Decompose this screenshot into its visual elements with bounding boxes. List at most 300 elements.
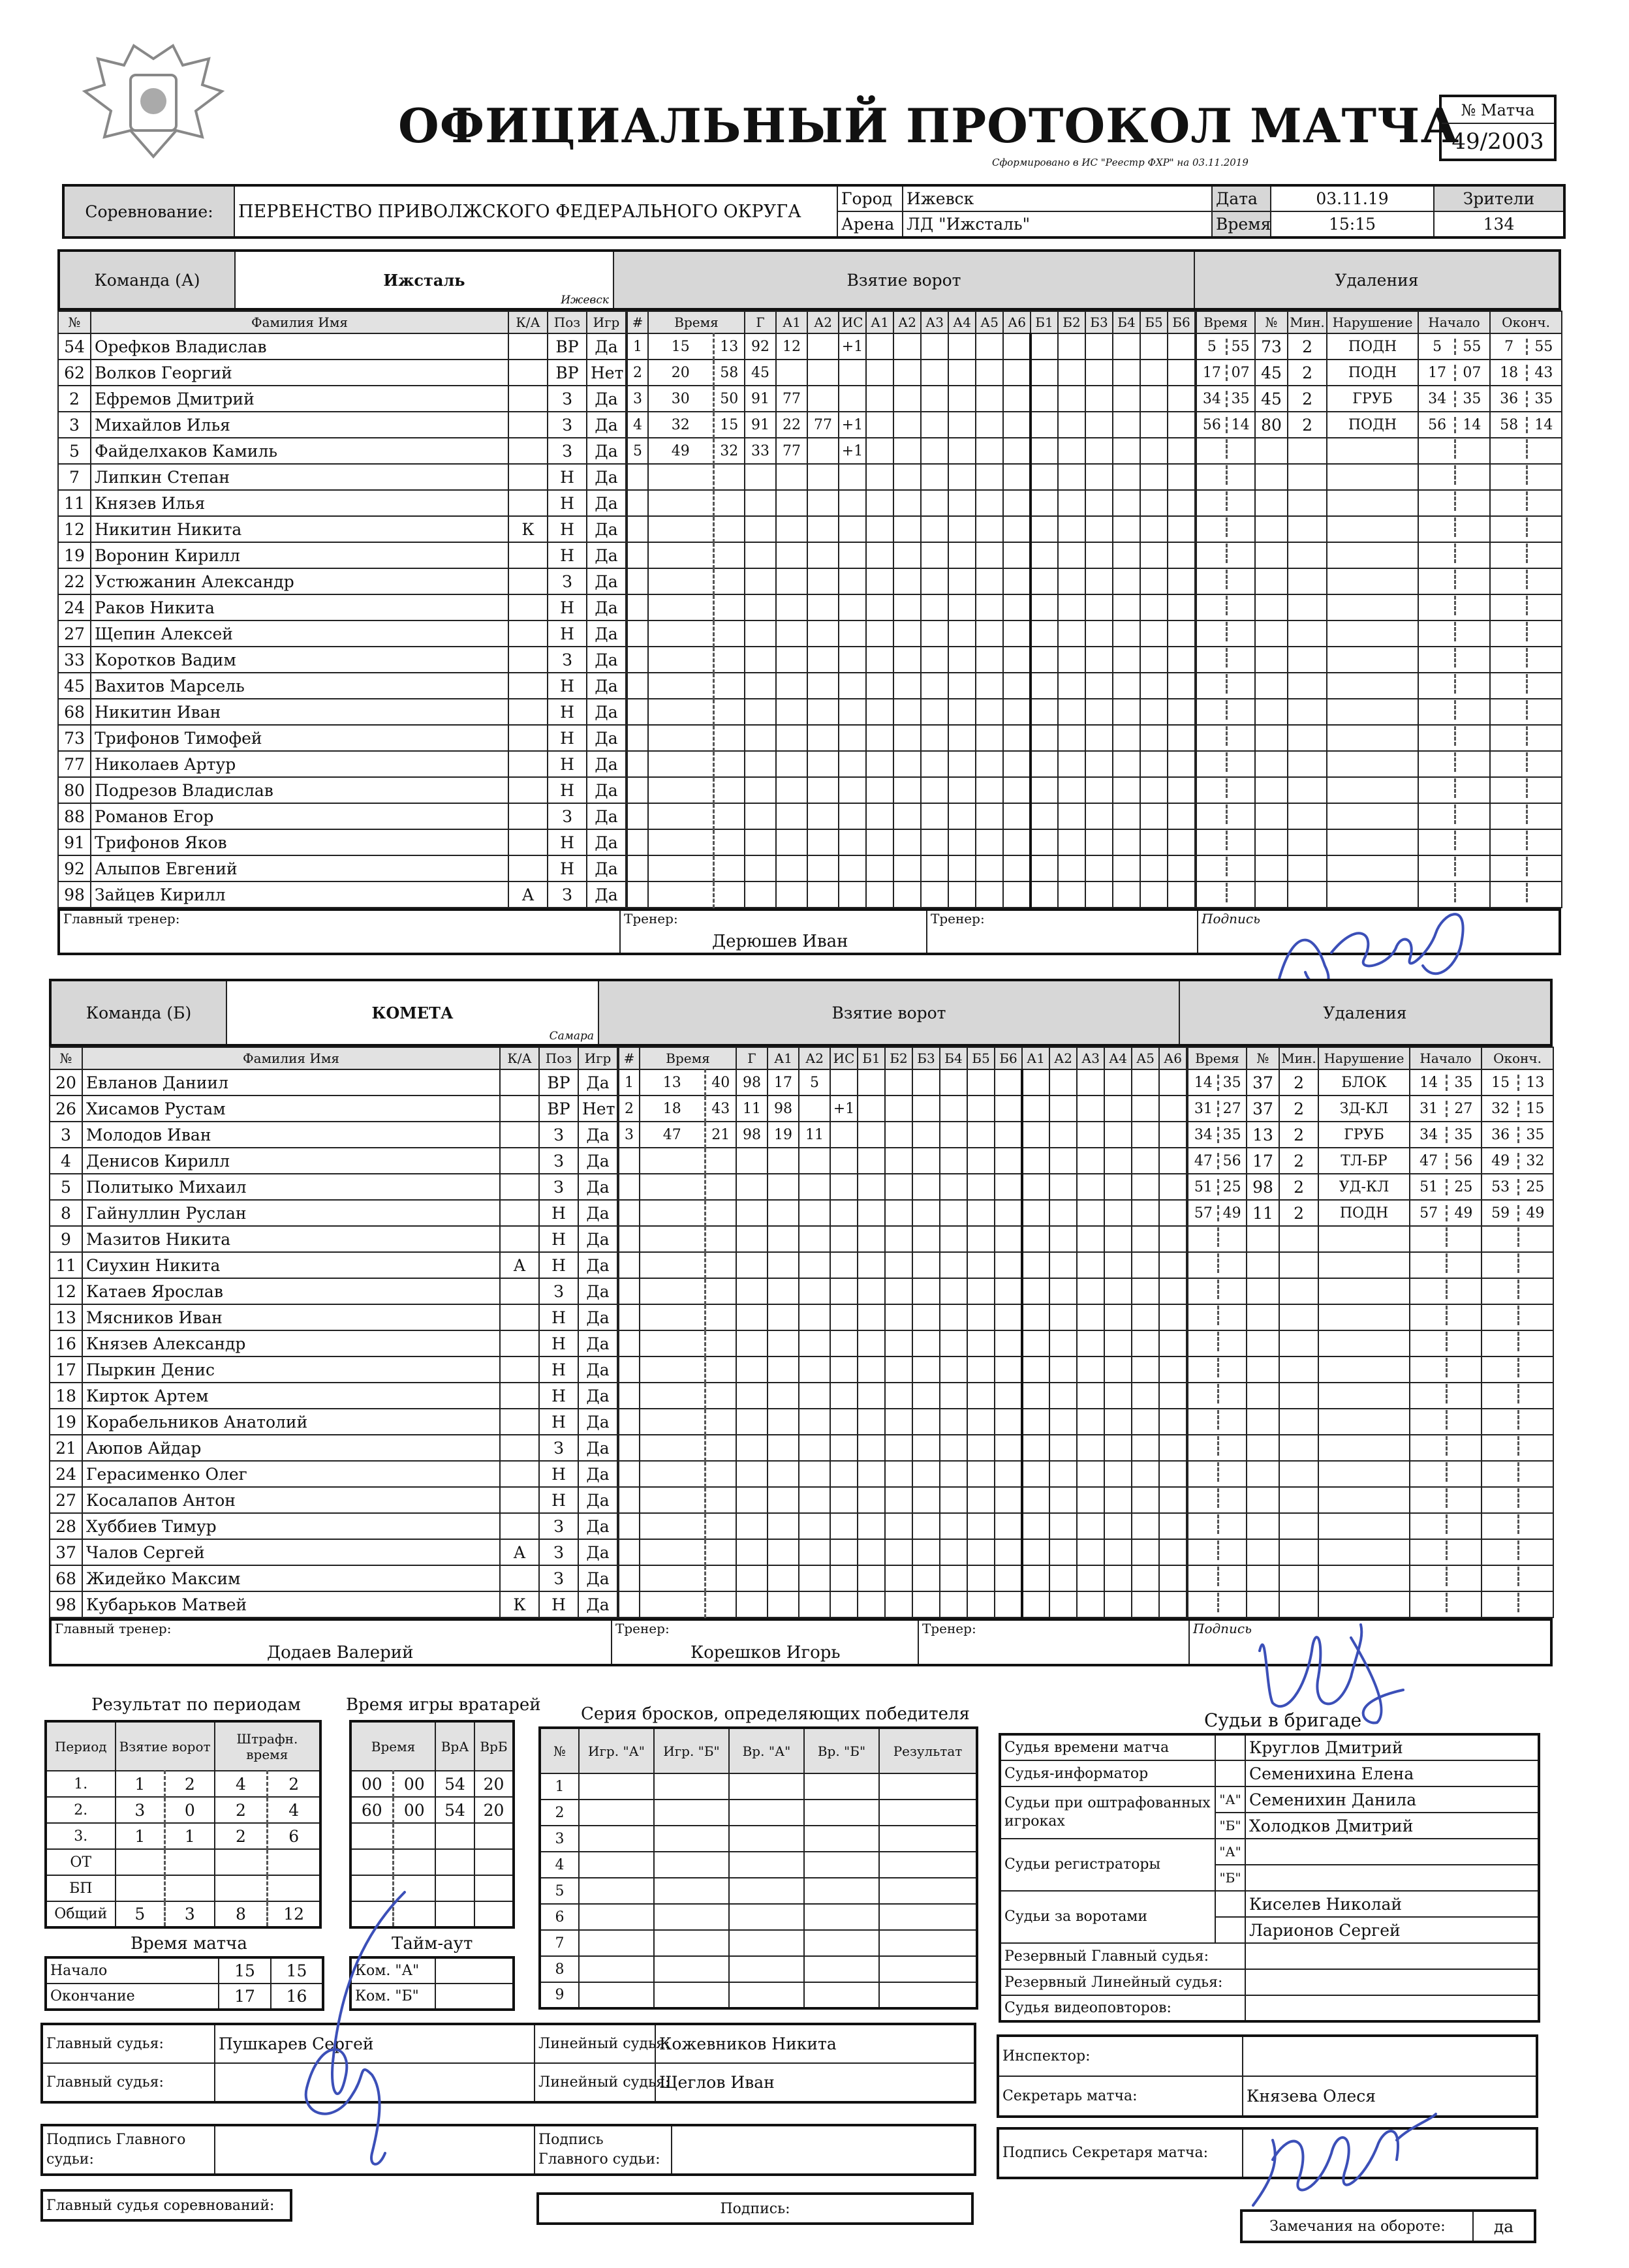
chief-signature: [536, 2192, 974, 2225]
competition-label: Соревнование:: [63, 185, 234, 238]
onice-cell: [1104, 1252, 1132, 1278]
pen-time: [1188, 1252, 1247, 1278]
shootout-table: [538, 1726, 978, 2010]
onice-cell: [866, 516, 893, 542]
onice-cell: [1113, 412, 1140, 438]
goal-cell: [619, 1383, 640, 1409]
player-number: 73: [58, 725, 91, 751]
onice-col: Б4: [940, 1047, 967, 1069]
goal-cell: [830, 1461, 858, 1487]
onice-col: Б1: [1031, 311, 1058, 333]
pen-start-part: 34: [1420, 1126, 1438, 1143]
shootout-cell: [879, 1982, 977, 2008]
chief-signature-label: Подпись:: [538, 2194, 972, 2224]
onice-cell: [995, 1409, 1022, 1435]
pen-time-part: 35: [1226, 391, 1253, 407]
onice-cell: [948, 647, 976, 673]
onice-cell: [1140, 490, 1168, 516]
pen-violation: ПОДН: [1327, 360, 1418, 386]
pen-end: [1490, 438, 1562, 464]
pen-player: 17: [1247, 1148, 1279, 1174]
onice-cell: [1049, 1278, 1077, 1304]
player-name: Князев Илья: [91, 490, 508, 516]
goal-cell: [619, 1409, 640, 1435]
team_a-penalty-row: [1196, 360, 1562, 386]
onice-cell: [1140, 542, 1168, 568]
pen-time: [1196, 516, 1255, 542]
goal-cell: [627, 777, 648, 803]
goal-cell: [648, 699, 713, 725]
team_b-col-ka: К/А: [500, 1047, 539, 1069]
player-position: Н: [539, 1356, 578, 1383]
player-played: Да: [578, 1304, 617, 1330]
player-played: Да: [578, 1487, 617, 1513]
player-role: [508, 699, 548, 725]
pen-violation: [1327, 516, 1418, 542]
pen-start-part: 56: [1446, 1153, 1480, 1169]
pen-violation: ПОДН: [1318, 1200, 1410, 1226]
goal-cell: [627, 490, 648, 516]
period-cell: 3: [165, 1901, 215, 1927]
player-played: Да: [587, 464, 626, 490]
onice-cell: [995, 1200, 1022, 1226]
team_b-penalty-row: [1188, 1513, 1553, 1539]
goal-cell: [619, 1148, 640, 1174]
pen-player: [1255, 647, 1288, 673]
pen-player: 45: [1255, 386, 1288, 412]
team_b-col-pos: Поз: [539, 1047, 578, 1069]
onice-cell: [1113, 360, 1140, 386]
goalie-time-title: Время игры вратарей: [346, 1695, 541, 1715]
pen-time: [1188, 1539, 1247, 1565]
goal-cell: 13: [640, 1069, 705, 1096]
onice-cell: [1022, 1148, 1049, 1174]
pen-violation: [1318, 1461, 1410, 1487]
official-row: [1000, 1995, 1539, 2021]
goal-cell: [640, 1513, 705, 1539]
official-row: [1000, 1760, 1539, 1786]
player-played: Да: [578, 1252, 617, 1278]
onice-cell: [1031, 386, 1058, 412]
onice-cell: [995, 1252, 1022, 1278]
period-cell: 1: [116, 1823, 165, 1849]
team_a-goal-row: [627, 777, 1195, 803]
goal-cell: [839, 464, 866, 490]
onice-cell: [885, 1409, 912, 1435]
goalie-cell: 20: [474, 1771, 514, 1797]
goal-cell: [713, 594, 745, 621]
spectators: 134: [1434, 211, 1564, 238]
team_b-goal-row: [619, 1435, 1187, 1461]
goal-cell: [705, 1409, 736, 1435]
goal-cell: [713, 881, 745, 908]
period-cell: [165, 1849, 215, 1875]
player-number: 80: [58, 777, 91, 803]
goal-cell: [640, 1383, 705, 1409]
player-position: Н: [548, 490, 587, 516]
pen-player: [1247, 1539, 1279, 1565]
pen-start: [1410, 1278, 1482, 1304]
onice-cell: [995, 1383, 1022, 1409]
goal-cell: [768, 1435, 799, 1461]
pen-violation: [1327, 490, 1418, 516]
onice-cell: [967, 1069, 995, 1096]
player-name: Коротков Вадим: [91, 647, 508, 673]
onice-cell: [976, 594, 1003, 621]
team_a-goal-row: [627, 594, 1195, 621]
onice-cell: [1159, 1174, 1187, 1200]
onice-cell: [1022, 1513, 1049, 1539]
goal-cell: [830, 1174, 858, 1200]
pen-minutes: [1288, 464, 1327, 490]
goal-cell: [830, 1330, 858, 1356]
goal-cell: 1: [619, 1069, 640, 1096]
goal-cell: [799, 1252, 830, 1278]
player-played: Да: [587, 386, 626, 412]
player-position: Н: [539, 1330, 578, 1356]
player-played: Да: [587, 333, 626, 360]
pen-start: [1410, 1252, 1482, 1278]
onice-cell: [885, 1591, 912, 1617]
official-name: [1245, 1839, 1539, 1865]
onice-cell: [1159, 1383, 1187, 1409]
pen-time: [1188, 1565, 1247, 1591]
onice-cell: [1085, 621, 1113, 647]
goal-cell: [807, 360, 839, 386]
goal-cell: [619, 1356, 640, 1383]
pen-violation: [1318, 1513, 1410, 1539]
onice-cell: [940, 1278, 967, 1304]
timeout-b-label: Ком. "Б": [350, 1984, 435, 2010]
pen-violation: [1318, 1278, 1410, 1304]
onice-col: Б5: [1140, 311, 1168, 333]
team_a-goal-row: [627, 725, 1195, 751]
pen-minutes: [1288, 490, 1327, 516]
onice-cell: [1140, 568, 1168, 594]
onice-cell: [858, 1148, 885, 1174]
match-end-m: 16: [271, 1984, 323, 2010]
player-number: 26: [50, 1096, 82, 1122]
official-row: [1000, 1786, 1539, 1813]
player-position: З: [548, 803, 587, 829]
goal-cell: +1: [839, 438, 866, 464]
goal-cell: [799, 1487, 830, 1513]
period-cell: 2: [268, 1771, 320, 1797]
inspector-label: Инспектор:: [998, 2036, 1243, 2076]
period-cell: 8: [215, 1901, 268, 1927]
player-played: Да: [578, 1200, 617, 1226]
pen-end: [1490, 464, 1562, 490]
onice-cell: [1104, 1069, 1132, 1096]
official-role: Судья видеоповторов:: [1000, 1995, 1245, 2021]
pen-start-part: 49: [1446, 1205, 1480, 1221]
pen-col-p_num: №: [1255, 311, 1288, 333]
player-played: Да: [587, 568, 626, 594]
onice-cell: [1159, 1148, 1187, 1174]
onice-cell: [912, 1200, 940, 1226]
team_b-goal-row: [619, 1356, 1187, 1383]
onice-cell: [858, 1096, 885, 1122]
onice-cell: [1058, 438, 1085, 464]
player-name: Сиухин Никита: [82, 1252, 500, 1278]
player-role: [508, 829, 548, 855]
pen-minutes: [1279, 1565, 1318, 1591]
match-end-h: 17: [219, 1984, 271, 2010]
pen-start: [1418, 464, 1490, 490]
goal-cell: [705, 1487, 736, 1513]
player-played: Нет: [587, 360, 626, 386]
onice-cell: [1058, 386, 1085, 412]
onice-cell: [1113, 333, 1140, 360]
shootout-row: [540, 1930, 977, 1956]
onice-cell: [912, 1487, 940, 1513]
onice-cell: [1159, 1278, 1187, 1304]
player-number: 9: [50, 1226, 82, 1252]
player-position: З: [539, 1513, 578, 1539]
pen-time: [1188, 1409, 1247, 1435]
onice-cell: [948, 699, 976, 725]
pen-player: 37: [1247, 1069, 1279, 1096]
goal-cell: [799, 1148, 830, 1174]
goal-cell: [705, 1200, 736, 1226]
goal-cell: 19: [768, 1122, 799, 1148]
onice-cell: [866, 464, 893, 490]
goal-cell: [627, 855, 648, 881]
onice-cell: [1077, 1591, 1104, 1617]
pen-minutes: [1279, 1304, 1318, 1330]
goalie-cell: [474, 1849, 514, 1875]
goal-cell: [627, 829, 648, 855]
pen-minutes: [1288, 673, 1327, 699]
onice-cell: [1031, 829, 1058, 855]
player-position: Н: [539, 1200, 578, 1226]
goal-cell: [713, 621, 745, 647]
onice-cell: [1022, 1487, 1049, 1513]
onice-cell: [1159, 1200, 1187, 1226]
shootout-cell: [579, 1982, 654, 2008]
pen-end: [1490, 881, 1562, 908]
pen-time: [1188, 1383, 1247, 1409]
player-number: 92: [58, 855, 91, 881]
onice-cell: [893, 855, 921, 881]
goal-cell: [776, 751, 807, 777]
officials-title: Судьи в бригаде: [1204, 1709, 1362, 1731]
spectators-label: Зрители: [1434, 185, 1564, 211]
goal-cell: [830, 1591, 858, 1617]
player-played: Да: [578, 1539, 617, 1565]
team_b-goal-row: [619, 1383, 1187, 1409]
onice-cell: [976, 542, 1003, 568]
goal-cell: [705, 1383, 736, 1409]
onice-cell: [1104, 1200, 1132, 1226]
onice-cell: [948, 777, 976, 803]
onice-cell: [1058, 360, 1085, 386]
onice-cell: [1104, 1096, 1132, 1122]
shootout-row: [540, 1773, 977, 1800]
goal-cell: 5: [799, 1069, 830, 1096]
goal-cell: 11: [799, 1122, 830, 1148]
team_a-penalty-row: [1196, 751, 1562, 777]
onice-cell: [1159, 1487, 1187, 1513]
team-a-label: Команда (А): [59, 251, 235, 309]
pen-start: [1410, 1565, 1482, 1591]
onice-cell: [912, 1591, 940, 1617]
onice-cell: [967, 1356, 995, 1383]
official-role: Судья-информатор: [1000, 1760, 1215, 1786]
goal-cell: [713, 699, 745, 725]
goal-cell: [627, 516, 648, 542]
goal-cell: [768, 1252, 799, 1278]
goal-cell: 15: [648, 333, 713, 360]
generated-note: Сформировано в ИС "Реестр ФХР" на 03.11.2019: [992, 157, 1249, 168]
onice-cell: [893, 490, 921, 516]
team-b-signature-label: Подпись: [1193, 1621, 1252, 1636]
pen-end-part: 35: [1526, 391, 1560, 407]
player-name: Политыко Михаил: [82, 1174, 500, 1200]
pen-time: [1196, 777, 1255, 803]
pen-start: [1410, 1487, 1482, 1513]
player-number: 62: [58, 360, 91, 386]
team_b-goal-row: [619, 1174, 1187, 1200]
goal-cell: 77: [776, 438, 807, 464]
goal-cell: [640, 1591, 705, 1617]
onice-cell: [1104, 1409, 1132, 1435]
player-played: Да: [587, 855, 626, 881]
player-role: [500, 1122, 539, 1148]
onice-cell: [921, 333, 948, 360]
team-a-goals-title: Взятие ворот: [613, 251, 1194, 309]
pen-start: [1410, 1330, 1482, 1356]
player-position: ВР: [548, 360, 587, 386]
goal-cell: [799, 1278, 830, 1304]
period-row: [46, 1823, 320, 1849]
pen-end: [1482, 1122, 1553, 1148]
shootout-cell: [654, 1800, 729, 1826]
onice-cell: [1085, 855, 1113, 881]
onice-cell: [1140, 386, 1168, 412]
player-played: Да: [587, 881, 626, 908]
team_b-penalty-row: [1188, 1304, 1553, 1330]
onice-cell: [976, 829, 1003, 855]
shootout-num: 4: [540, 1852, 579, 1878]
onice-cell: [1085, 438, 1113, 464]
goal-cell: [768, 1461, 799, 1487]
shootout-num: 6: [540, 1904, 579, 1930]
pen-time-part: 49: [1217, 1205, 1245, 1221]
pen-end: [1490, 699, 1562, 725]
onice-cell: [912, 1148, 940, 1174]
city-label: Город: [837, 185, 903, 211]
pen-time-part: 47: [1194, 1152, 1213, 1169]
shootout-cell: [804, 1878, 879, 1904]
pen-time: [1196, 333, 1255, 360]
onice-cell: [1077, 1304, 1104, 1330]
goal-cell: 43: [705, 1096, 736, 1122]
pen-minutes: [1279, 1487, 1318, 1513]
player-number: 77: [58, 751, 91, 777]
onice-cell: [1168, 725, 1195, 751]
onice-cell: [1085, 647, 1113, 673]
team_a-goal-row: [627, 881, 1195, 908]
onice-cell: [967, 1122, 995, 1148]
team_a-penalty-row: [1196, 386, 1562, 412]
pen-minutes: 2: [1279, 1069, 1318, 1096]
goal-cell: [713, 568, 745, 594]
team_b-penalty-row: [1188, 1356, 1553, 1383]
goal-cell: [768, 1409, 799, 1435]
pen-minutes: [1279, 1252, 1318, 1278]
period-cell: 1: [165, 1823, 215, 1849]
team_b-player-row: [50, 1200, 617, 1226]
player-name: Евланов Даниил: [82, 1069, 500, 1096]
official-name: Семенихин Данила: [1245, 1786, 1539, 1813]
onice-cell: [893, 438, 921, 464]
onice-cell: [1003, 621, 1031, 647]
period-cell: [116, 1875, 165, 1901]
onice-cell: [921, 594, 948, 621]
onice-col: А5: [1132, 1047, 1159, 1069]
pen-minutes: [1288, 803, 1327, 829]
goalie-cell: 20: [474, 1797, 514, 1823]
shootout-cell: [579, 1904, 654, 1930]
onice-cell: [858, 1122, 885, 1148]
onice-cell: [1077, 1487, 1104, 1513]
onice-cell: [1132, 1565, 1159, 1591]
pen-minutes: 2: [1288, 412, 1327, 438]
onice-cell: [948, 829, 976, 855]
player-number: 33: [58, 647, 91, 673]
player-played: Да: [578, 1148, 617, 1174]
shootout-cell: [804, 1773, 879, 1800]
goal-cell: [768, 1200, 799, 1226]
team_b-col-num: №: [50, 1047, 82, 1069]
shootout-row: [540, 1878, 977, 1904]
period-cell: 3: [116, 1797, 165, 1823]
onice-cell: [1058, 542, 1085, 568]
goal-cell: [768, 1304, 799, 1330]
onice-cell: [1058, 777, 1085, 803]
player-role: [500, 1487, 539, 1513]
goal-cell: [705, 1591, 736, 1617]
team_b-player-row: [50, 1435, 617, 1461]
goal-cell: [736, 1539, 768, 1565]
team_b-col-played: Игр: [578, 1047, 617, 1069]
team-b-goals: [618, 1047, 1187, 1618]
onice-cell: [1085, 829, 1113, 855]
pen-violation: [1327, 725, 1418, 751]
onice-cell: [967, 1200, 995, 1226]
shootout-cell: [579, 1956, 654, 1982]
team_b-penalty-row: [1188, 1565, 1553, 1591]
goal-cell: 11: [736, 1096, 768, 1122]
onice-cell: [893, 673, 921, 699]
goal-cell: [776, 464, 807, 490]
onice-cell: [1168, 516, 1195, 542]
pen-minutes: [1279, 1435, 1318, 1461]
team_b-penalty-row: [1188, 1487, 1553, 1513]
pen-start-part: 07: [1454, 365, 1488, 381]
goal-cell: [799, 1356, 830, 1383]
player-played: Да: [578, 1226, 617, 1252]
onice-cell: [893, 777, 921, 803]
onice-cell: [976, 803, 1003, 829]
goalie-cell: [474, 1823, 514, 1849]
team_b-penalty-row: [1188, 1069, 1553, 1096]
pen-minutes: [1288, 829, 1327, 855]
pen-end: [1490, 333, 1562, 360]
onice-cell: [976, 568, 1003, 594]
match-number-box: [1439, 95, 1557, 161]
